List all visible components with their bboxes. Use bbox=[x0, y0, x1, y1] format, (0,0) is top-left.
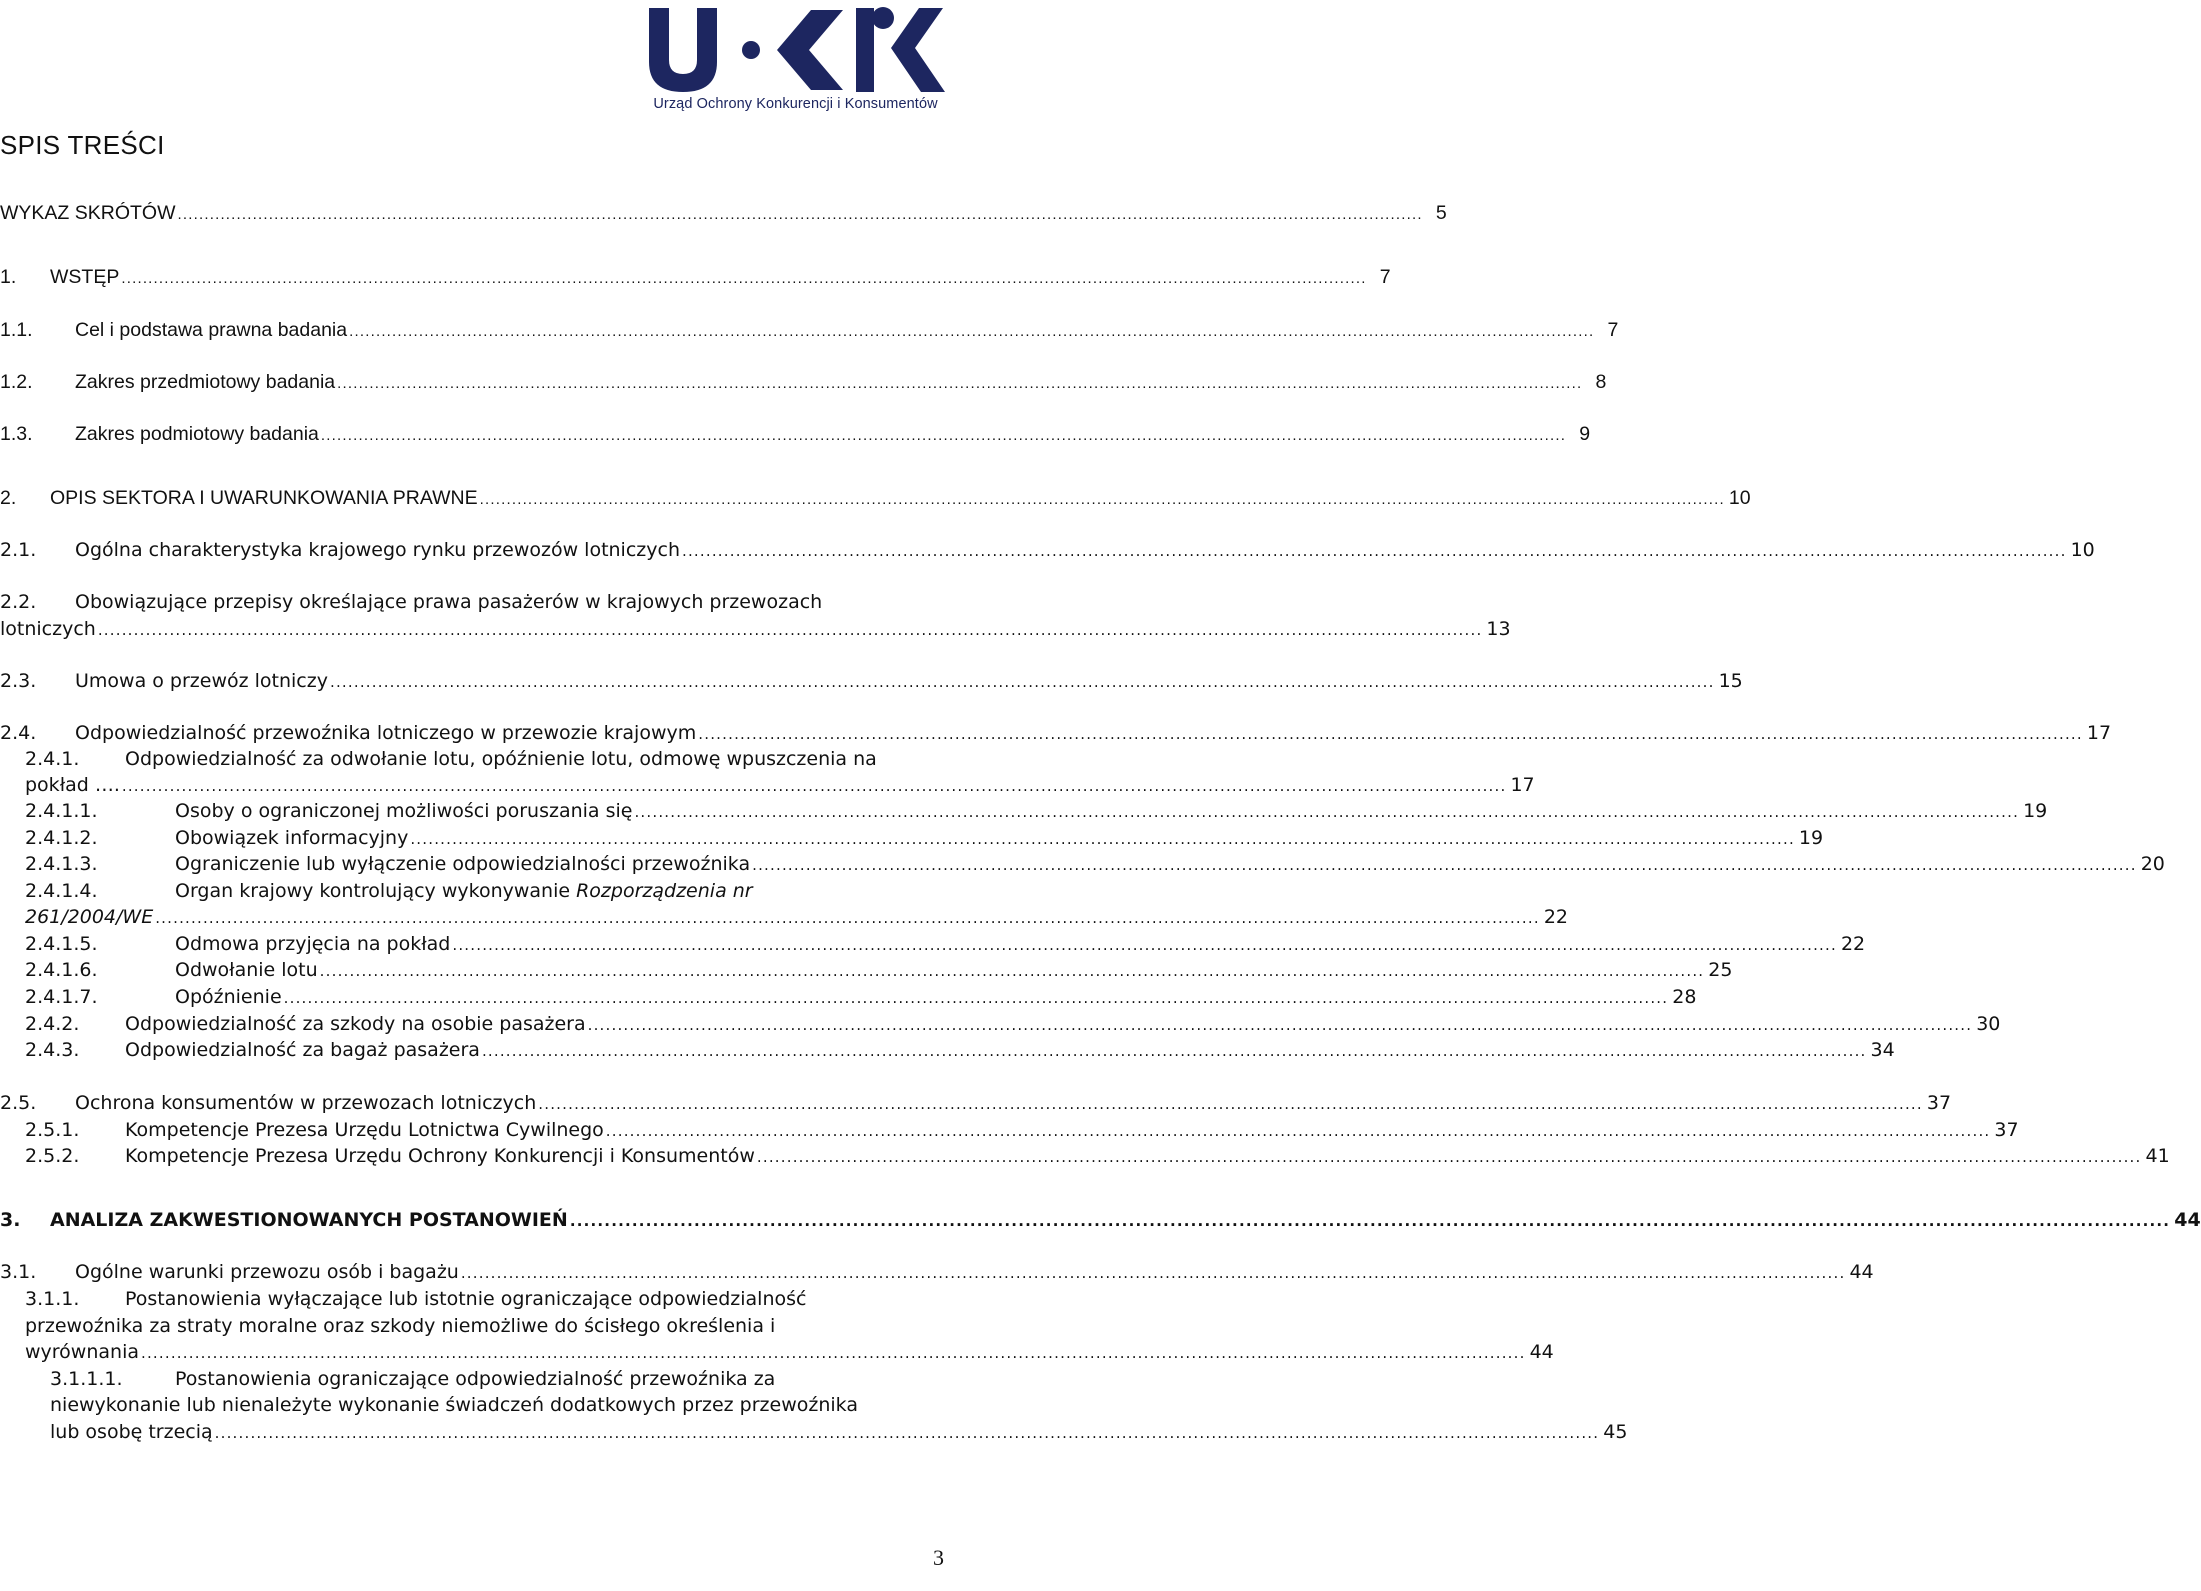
toc-leader bbox=[349, 318, 1594, 346]
toc-number: 2.4.1.7. bbox=[25, 986, 98, 1008]
toc-leader bbox=[121, 265, 1366, 293]
toc-number: 2.4.1.6. bbox=[25, 959, 98, 981]
toc-label: Opóźnienie bbox=[175, 986, 282, 1008]
toc-entry[interactable] bbox=[0, 199, 1447, 227]
toc-label: WSTĘP bbox=[50, 266, 120, 288]
toc-page: 44 bbox=[1529, 1341, 1554, 1363]
toc-number: 2.5.1. bbox=[25, 1119, 80, 1141]
toc-number: 2.2. bbox=[0, 591, 37, 613]
toc-number: 3.1. bbox=[0, 1261, 37, 1283]
toc-number: 2.4.1. bbox=[25, 748, 80, 770]
toc-label-continued: wyrównania bbox=[25, 1341, 139, 1363]
toc-label: Zakres przedmiotowy badania bbox=[75, 371, 336, 393]
toc-leader bbox=[480, 486, 1725, 514]
toc-number: 3.1.1. bbox=[25, 1288, 80, 1310]
toc-entry[interactable] bbox=[0, 368, 1607, 396]
toc-page: 44 bbox=[1849, 1261, 1874, 1283]
toc-entry[interactable] bbox=[0, 667, 1743, 695]
toc-entry[interactable] bbox=[25, 771, 1535, 799]
toc-entry[interactable] bbox=[0, 1089, 1952, 1117]
toc-page: 10 bbox=[1728, 487, 1751, 509]
toc-page: 5 bbox=[1435, 202, 1447, 224]
toc-page: 22 bbox=[1840, 933, 1866, 955]
toc-leader bbox=[757, 1143, 2142, 1171]
toc-leader bbox=[410, 825, 1795, 853]
toc-number: 2. bbox=[0, 487, 17, 509]
toc-leader bbox=[634, 798, 2019, 826]
toc-label-continued: pokład …. bbox=[25, 774, 120, 796]
toc-page: 7 bbox=[1607, 319, 1619, 341]
toc-leader bbox=[98, 616, 1483, 644]
toc-label-continued: 261/2004/WE bbox=[25, 906, 154, 928]
toc-label: Ograniczenie lub wyłączenie odpowiedzialności przewoźnika bbox=[175, 853, 751, 875]
toc-page: 7 bbox=[1379, 266, 1391, 288]
toc-number: 2.5. bbox=[0, 1092, 37, 1114]
toc-entry[interactable] bbox=[25, 1010, 2001, 1038]
toc-entry[interactable] bbox=[25, 850, 2165, 878]
toc-label: Kompetencje Prezesa Urzędu Lotnictwa Cywilnego bbox=[125, 1119, 604, 1141]
toc-label: OPIS SEKTORA I UWARUNKOWANIA PRAWNE bbox=[50, 487, 478, 509]
toc-entry[interactable] bbox=[25, 824, 1824, 852]
page-number: 3 bbox=[933, 1545, 944, 1570]
toc-label: ANALIZA ZAKWESTIONOWANYCH POSTANOWIEŃ bbox=[50, 1209, 568, 1231]
toc-page: 28 bbox=[1672, 986, 1697, 1008]
toc-label: Umowa o przewóz lotniczy bbox=[75, 670, 328, 692]
toc-entry-first-line[interactable] bbox=[0, 588, 822, 616]
logo-caption: Urząd Ochrony Konkurencji i Konsumentów bbox=[653, 96, 938, 112]
toc-leader bbox=[337, 370, 1582, 398]
toc-label: Zakres podmiotowy badania bbox=[75, 423, 319, 445]
toc-number: 1.1. bbox=[0, 319, 33, 341]
toc-leader bbox=[320, 957, 1705, 985]
toc-page: 30 bbox=[1976, 1013, 2001, 1035]
toc-entry[interactable] bbox=[0, 1206, 2201, 1234]
toc-page: 45 bbox=[1603, 1421, 1628, 1443]
toc-page: 34 bbox=[1870, 1039, 1895, 1061]
toc-page: 10 bbox=[2070, 539, 2095, 561]
toc-label: Obowiązujące przepisy określające prawa pasażerów w krajowych przewozach bbox=[75, 591, 823, 613]
toc-label: Odmowa przyjęcia na pokład bbox=[175, 933, 451, 955]
toc-leader bbox=[321, 422, 1566, 450]
toc-number: 2.4.1.2. bbox=[25, 827, 98, 849]
toc-label: Organ krajowy kontrolujący wykonywanie bbox=[175, 880, 571, 902]
toc-leader bbox=[682, 537, 2067, 565]
toc-page: 22 bbox=[1543, 906, 1568, 928]
toc-number: 2.4.1.4. bbox=[25, 880, 98, 902]
toc-entry-middle-line bbox=[25, 1312, 775, 1340]
toc-label: Ogólna charakterystyka krajowego rynku przewozów lotniczych bbox=[75, 539, 680, 561]
toc-label: Odpowiedzialność za szkody na osobie pasażera bbox=[125, 1013, 586, 1035]
toc-label-continued: niewykonanie lub nienależyte wykonanie świadczeń dodatkowych przez przewoźnika bbox=[50, 1394, 858, 1416]
toc-label-continued: lub osobę trzecią bbox=[50, 1421, 213, 1443]
toc-number: 2.1. bbox=[0, 539, 37, 561]
toc-page: 17 bbox=[2086, 722, 2112, 744]
toc-label-emphasis: Rozporządzenia nr bbox=[576, 880, 753, 902]
toc-label: WYKAZ SKRÓTÓW bbox=[0, 202, 176, 224]
toc-leader bbox=[482, 1037, 1867, 1065]
toc-label: Ogólne warunki przewozu osób i bagażu bbox=[75, 1261, 459, 1283]
toc-label: Postanowienia wyłączające lub istotnie ograniczające odpowiedzialność bbox=[125, 1288, 807, 1310]
toc-label: Odpowiedzialność za bagaż pasażera bbox=[125, 1039, 480, 1061]
toc-page: 44 bbox=[2174, 1209, 2201, 1231]
toc-entry[interactable] bbox=[25, 983, 1697, 1011]
toc-entry-first-line[interactable] bbox=[25, 1285, 806, 1313]
toc-number: 2.4.1.3. bbox=[25, 853, 98, 875]
toc-number: 2.4.2. bbox=[25, 1013, 80, 1035]
toc-number: 3.1.1.1. bbox=[50, 1368, 123, 1390]
toc-leader bbox=[538, 1090, 1923, 1118]
toc-leader bbox=[284, 984, 1669, 1012]
toc-entry[interactable] bbox=[0, 484, 1751, 512]
toc-leader bbox=[588, 1011, 1973, 1039]
toc-page: 41 bbox=[2145, 1145, 2170, 1167]
toc-leader bbox=[330, 668, 1715, 696]
toc-entry-middle-line bbox=[50, 1391, 858, 1419]
toc-label: Obowiązek informacyjny bbox=[175, 827, 409, 849]
toc-entry[interactable] bbox=[25, 797, 2048, 825]
toc-entry[interactable] bbox=[0, 719, 2112, 747]
toc-number: 3. bbox=[0, 1209, 21, 1231]
toc-label: Odpowiedzialność przewoźnika lotniczego w przewozie krajowym bbox=[75, 722, 697, 744]
toc-entry[interactable] bbox=[0, 536, 2095, 564]
toc-number: 1. bbox=[0, 266, 17, 288]
toc-number: 2.5.2. bbox=[25, 1145, 80, 1167]
toc-page: 25 bbox=[1708, 959, 1733, 981]
page-title: SPIS TREŚCI bbox=[0, 130, 165, 160]
toc-entry[interactable] bbox=[0, 316, 1619, 344]
toc-number: 1.3. bbox=[0, 423, 33, 445]
toc-leader bbox=[606, 1117, 1991, 1145]
toc-entry[interactable] bbox=[25, 956, 1733, 984]
toc-entry[interactable] bbox=[25, 930, 1866, 958]
toc-page: 17 bbox=[1510, 774, 1535, 796]
toc-page: 37 bbox=[1926, 1092, 1952, 1114]
toc-number: 2.4.1.1. bbox=[25, 800, 98, 822]
toc-entry[interactable] bbox=[25, 1142, 2170, 1170]
toc-page: 20 bbox=[2140, 853, 2165, 875]
toc-label: Odwołanie lotu bbox=[175, 959, 318, 981]
toc-number: 2.4.3. bbox=[25, 1039, 80, 1061]
toc-entry[interactable] bbox=[25, 1338, 1554, 1366]
toc-leader bbox=[215, 1419, 1600, 1447]
toc-entry-first-line[interactable] bbox=[50, 1365, 775, 1393]
toc-number: 2.4. bbox=[0, 722, 37, 744]
toc-entry[interactable] bbox=[25, 903, 1568, 931]
toc-leader bbox=[122, 772, 1507, 800]
toc-label: Postanowienia ograniczające odpowiedzialność przewoźnika za bbox=[175, 1368, 776, 1390]
toc-number: 2.3. bbox=[0, 670, 37, 692]
toc-number: 1.2. bbox=[0, 371, 33, 393]
toc-label: Cel i podstawa prawna badania bbox=[75, 319, 348, 341]
toc-page: 19 bbox=[1798, 827, 1824, 849]
toc-entry-first-line[interactable] bbox=[25, 745, 877, 773]
toc-label-continued: lotniczych bbox=[0, 618, 96, 640]
toc-label: Kompetencje Prezesa Urzędu Ochrony Konkurencji i Konsumentów bbox=[125, 1145, 755, 1167]
toc-number: 2.4.1.5. bbox=[25, 933, 98, 955]
toc-entry[interactable] bbox=[0, 263, 1391, 291]
toc-label-continued: przewoźnika za straty moralne oraz szkody niemożliwe do ścisłego określenia i bbox=[25, 1315, 776, 1337]
toc-leader bbox=[570, 1207, 2170, 1235]
toc-entry[interactable] bbox=[0, 615, 1511, 643]
toc-entry[interactable] bbox=[0, 420, 1591, 448]
toc-entry[interactable] bbox=[0, 1258, 1874, 1286]
toc-entry[interactable] bbox=[25, 1036, 1895, 1064]
toc-leader bbox=[452, 931, 1837, 959]
toc-leader bbox=[178, 201, 1423, 229]
toc-leader bbox=[141, 1339, 1526, 1367]
toc-leader bbox=[461, 1259, 1846, 1287]
toc-leader bbox=[752, 851, 2137, 879]
toc-page: 15 bbox=[1718, 670, 1743, 692]
toc-label: Osoby o ograniczonej możliwości poruszania się bbox=[175, 800, 633, 822]
toc-entry[interactable] bbox=[50, 1418, 1628, 1446]
toc-page: 8 bbox=[1595, 371, 1607, 393]
toc-leader bbox=[698, 720, 2083, 748]
toc-leader bbox=[155, 904, 1540, 932]
toc-page: 19 bbox=[2023, 800, 2048, 822]
toc-page: 13 bbox=[1486, 618, 1511, 640]
toc-entry-first-line[interactable] bbox=[25, 877, 753, 905]
toc-label: Ochrona konsumentów w przewozach lotniczych bbox=[75, 1092, 537, 1114]
toc-page: 9 bbox=[1579, 423, 1591, 445]
toc-entry[interactable] bbox=[25, 1116, 2019, 1144]
toc-page: 37 bbox=[1994, 1119, 2019, 1141]
toc-label: Odpowiedzialność za odwołanie lotu, opóźnienie lotu, odmowę wpuszczenia na bbox=[125, 748, 877, 770]
